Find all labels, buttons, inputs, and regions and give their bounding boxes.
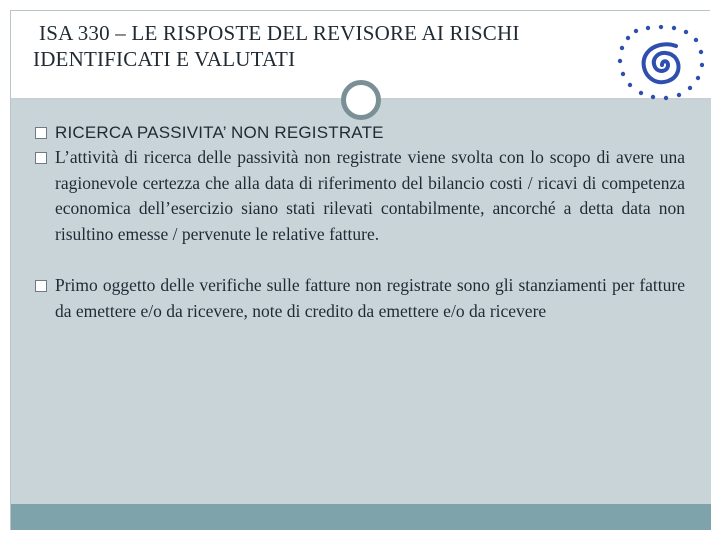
slide-title xyxy=(33,20,593,72)
bullet-heading-text: RICERCA PASSIVITA’ NON REGISTRATE xyxy=(55,123,384,142)
bullet-list xyxy=(35,122,685,324)
slide-title-line2: IDENTIFICATI E VALUTATI xyxy=(33,47,296,71)
spiral-dots-icon xyxy=(616,25,704,101)
bullet-item-text: Primo oggetto delle verifiche sulle fatture non registrate sono gli stanziamenti per fatture da emettere e/o da ricevere, note di credito da emettere e/o da ricevere xyxy=(55,275,685,321)
bullet-item xyxy=(35,273,685,324)
checkbox-bullet-icon xyxy=(35,127,47,139)
bullet-item xyxy=(35,145,685,247)
checkbox-bullet-icon xyxy=(35,280,47,292)
ring-icon xyxy=(341,80,381,120)
bullet-heading xyxy=(35,122,685,144)
footer-bar xyxy=(11,504,711,530)
bullet-item-text: L’attività di ricerca delle passività non registrate viene svolta con lo scopo di avere una ragionevole certezza che alla data di riferimento del bilancio costi / ricavi di competenza economica dell’esercizio siano stati rilevati contabilmente, ancorché a detta data non risultino emesse / pervenute le relative fatture. xyxy=(55,147,685,244)
checkbox-bullet-icon xyxy=(35,152,47,164)
slide-frame xyxy=(10,10,710,530)
slide-title-line1: ISA 330 – LE RISPOSTE DEL REVISORE AI RISCHI xyxy=(39,21,520,45)
